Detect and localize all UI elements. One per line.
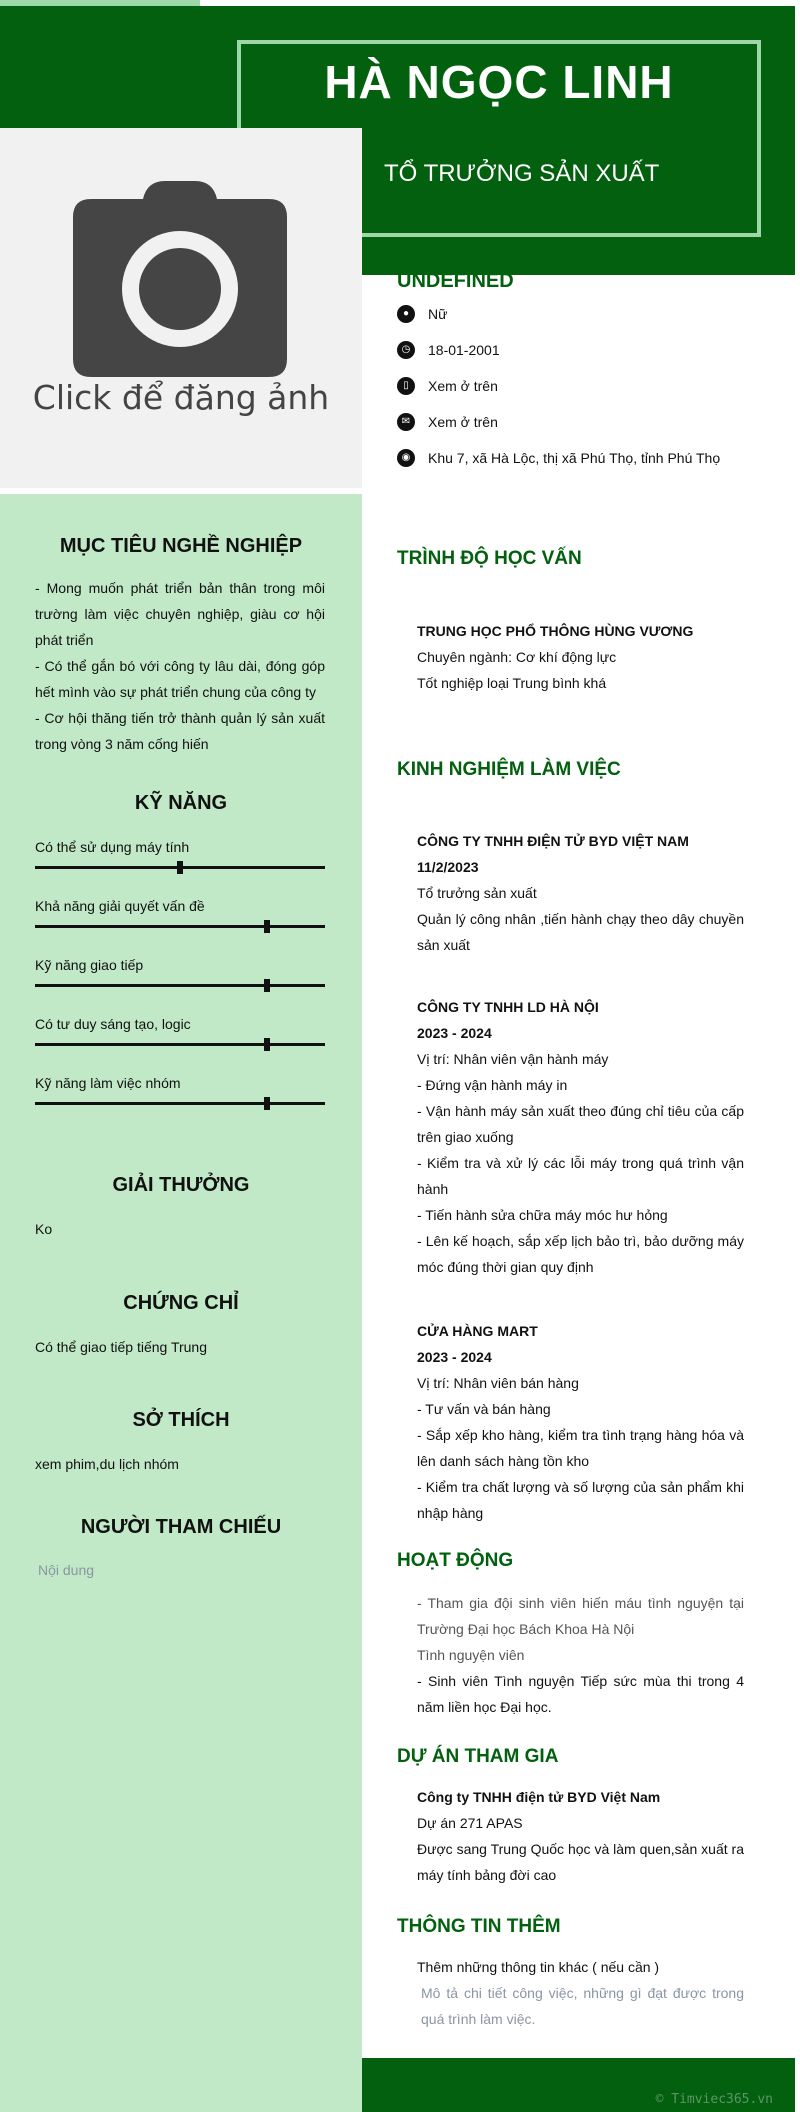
email-icon: ✉ [397, 413, 415, 431]
job-detail: - Đứng vận hành máy in [417, 1077, 568, 1093]
job-detail: - Tiến hành sửa chữa máy móc hư hỏng [417, 1207, 668, 1223]
candidate-name[interactable]: HÀ NGỌC LINH [324, 56, 674, 108]
awards-heading: GIẢI THƯỞNG [112, 1174, 250, 1196]
job-detail: - Kiểm tra chất lượng và số lượng của sản phẩm khi nhập hàng [417, 1479, 744, 1521]
more-info-content[interactable] [417, 1954, 744, 2032]
awards-content[interactable]: Ko [35, 1221, 53, 1237]
education-result: Tốt nghiệp loại Trung bình khá [417, 675, 607, 691]
certificates-heading: CHỨNG CHỈ [123, 1292, 239, 1314]
job-period: 2023 - 2024 [417, 1025, 492, 1041]
address-value[interactable]: Khu 7, xã Hà Lộc, thị xã Phú Thọ, tỉnh Phú Thọ [428, 450, 721, 466]
skill-name[interactable]: Kỹ năng giao tiếp [35, 957, 144, 973]
skill-slider-handle[interactable] [264, 1038, 270, 1051]
email-value[interactable]: Xem ở trên [428, 414, 498, 430]
objective-line: - Mong muốn phát triển bản thân trong môi trường làm việc chuyên nghiệp, giàu cơ hội phát triển [35, 580, 325, 648]
gender-value[interactable]: Nữ [428, 306, 448, 322]
objective-heading: MỤC TIÊU NGHỀ NGHIỆP [59, 535, 303, 557]
job-period: 11/2/2023 [417, 859, 479, 875]
education-major: Chuyên ngành: Cơ khí động lực [417, 649, 617, 665]
activity-line: Tình nguyện viên [417, 1647, 525, 1663]
objective-content[interactable] [35, 575, 325, 757]
skill-name[interactable]: Khả năng giải quyết vấn đề [35, 898, 205, 914]
skill-name[interactable]: Có thể sử dụng máy tính [35, 839, 190, 855]
camera-icon [73, 181, 287, 377]
job-detail: Vị trí: Nhân viên bán hàng [417, 1375, 579, 1391]
user-icon: ● [397, 305, 415, 323]
job-detail: - Kiểm tra và xử lý các lỗi máy trong quá trình vận hành [417, 1155, 744, 1197]
skill-name[interactable]: Có tư duy sáng tạo, logic [35, 1016, 191, 1032]
references-heading: NGƯỜI THAM CHIẾU [80, 1516, 282, 1538]
experience-item[interactable] [417, 994, 744, 1280]
candidate-title[interactable]: TỔ TRƯỞNG SẢN XUẤT [384, 160, 660, 187]
job-detail: Tổ trưởng sản xuất [417, 885, 537, 901]
job-detail: - Lên kế hoạch, sắp xếp lịch bảo trì, bảo dưỡng máy móc đúng thời gian quy định [417, 1233, 744, 1275]
activities-heading: HOẠT ĐỘNG [397, 1550, 514, 1571]
more-info-line: Thêm những thông tin khác ( nếu cần ) [417, 1959, 660, 1975]
objective-line: - Có thể gắn bó với công ty lâu dài, đóng góp hết mình vào sự phát triển chung của công ty [35, 658, 325, 700]
references-content[interactable]: Nội dung [38, 1562, 95, 1578]
job-detail: Quản lý công nhân ,tiến hành chạy theo dây chuyền sản xuất [417, 911, 744, 953]
projects-heading: DỰ ÁN THAM GIA [397, 1746, 559, 1767]
skills-heading: KỸ NĂNG [134, 792, 228, 814]
skill-slider-handle[interactable] [264, 920, 270, 933]
phone-value[interactable]: Xem ở trên [428, 378, 498, 394]
experience-item[interactable] [417, 1318, 744, 1526]
skill-slider-handle[interactable] [177, 861, 183, 874]
project-name: Dự án 271 APAS [417, 1815, 523, 1831]
skill-bar [35, 984, 325, 987]
skill-bar [35, 1102, 325, 1105]
clock-icon: ◷ [397, 341, 415, 359]
education-heading: TRÌNH ĐỘ HỌC VẤN [397, 548, 582, 569]
experience-item[interactable] [417, 828, 744, 958]
skill-slider-handle[interactable] [264, 979, 270, 992]
school-name: TRUNG HỌC PHỔ THÔNG HÙNG VƯƠNG [417, 623, 694, 639]
job-detail: - Tư vấn và bán hàng [417, 1401, 551, 1417]
more-info-heading: THÔNG TIN THÊM [397, 1916, 561, 1937]
skill-bar [35, 925, 325, 928]
activity-line: - Tham gia đội sinh viên hiến máu tình nguyện tại Trường Đại học Bách Khoa Hà Nội [417, 1595, 744, 1637]
company-name: CÔNG TY TNHH LD HÀ NỘI [417, 999, 599, 1015]
job-detail: - Sắp xếp kho hàng, kiểm tra tình trạng hàng hóa và lên danh sách hàng tồn kho [417, 1427, 744, 1469]
activities-content[interactable] [417, 1590, 744, 1720]
footer-band [362, 2058, 795, 2112]
company-name: CÔNG TY TNHH ĐIỆN TỬ BYD VIỆT NAM [417, 833, 689, 849]
hobbies-content[interactable]: xem phim,du lịch nhóm [35, 1456, 179, 1472]
company-name: CỬA HÀNG MART [417, 1323, 538, 1339]
phone-icon: ▯ [397, 377, 415, 395]
certificates-content[interactable]: Có thể giao tiếp tiếng Trung [35, 1339, 208, 1355]
photo-upload[interactable] [0, 128, 362, 488]
project-description: Được sang Trung Quốc học và làm quen,sản xuất ra máy tính bảng đời cao [417, 1841, 744, 1883]
watermark: © Timviec365.vn [655, 2092, 773, 2107]
job-period: 2023 - 2024 [417, 1349, 492, 1365]
skill-name[interactable]: Kỹ năng làm việc nhóm [35, 1075, 181, 1091]
more-info-placeholder: Mô tả chi tiết công việc, những gì đạt được trong quá trình làm việc. [421, 1985, 744, 2027]
project-company: Công ty TNHH điện tử BYD Việt Nam [417, 1789, 661, 1805]
activity-line: - Sinh viên Tình nguyện Tiếp sức mùa thi trong 4 năm liền học Đại học. [417, 1673, 744, 1715]
experience-heading: KINH NGHIỆM LÀM VIỆC [397, 759, 621, 780]
education-content[interactable] [417, 618, 744, 696]
objective-line: - Cơ hội thăng tiến trở thành quản lý sản xuất trong vòng 3 năm cống hiến [35, 710, 325, 752]
contact-heading: UNDEFINED [397, 270, 514, 292]
skill-slider-handle[interactable] [264, 1097, 270, 1110]
photo-upload-label[interactable]: Click để đăng ảnh [32, 378, 330, 417]
job-detail: Vị trí: Nhân viên vận hành máy [417, 1051, 609, 1067]
hobbies-heading: SỞ THÍCH [132, 1409, 230, 1431]
projects-content[interactable] [417, 1784, 744, 1888]
skill-bar [35, 866, 325, 869]
job-detail: - Vận hành máy sản xuất theo đúng chỉ tiêu của cấp trên giao xuống [417, 1103, 744, 1145]
location-icon: ◉ [397, 449, 415, 467]
birthdate-value[interactable]: 18-01-2001 [428, 342, 500, 358]
skill-bar [35, 1043, 325, 1046]
